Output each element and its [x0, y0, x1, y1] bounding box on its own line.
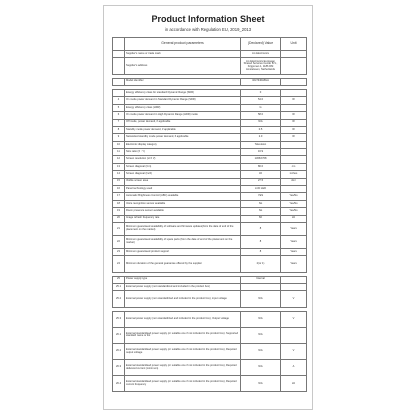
row-unit: dm² [281, 178, 307, 185]
row-number [113, 89, 125, 96]
row-number: 6 [113, 112, 125, 119]
row-unit [281, 327, 307, 343]
table-row [113, 104, 307, 111]
table-row [113, 163, 307, 170]
table-row [113, 200, 307, 207]
table-row [113, 149, 307, 156]
row-value [241, 283, 281, 290]
row-parameter: Visible screen area [125, 178, 241, 185]
row-parameter: External power supply (not standardized and included in the product box) [125, 283, 241, 290]
table-row [113, 376, 307, 392]
row-number [113, 58, 125, 74]
row-parameter: Screen resolution (H X V) [125, 156, 241, 163]
row-number: 11 [113, 149, 125, 156]
row-unit [281, 58, 307, 74]
table-row [113, 134, 307, 141]
row-number: 26.3 [113, 360, 125, 376]
row-value: 80.0 [241, 163, 281, 170]
row-number: 24 [113, 256, 125, 272]
row-value: YES [241, 193, 281, 200]
table-row [113, 360, 307, 376]
spec-table-body [113, 51, 307, 392]
row-parameter: Energy efficiency class for standard Dynamic Range (SDR) [125, 89, 241, 96]
row-unit: V [281, 291, 307, 307]
table-row [113, 208, 307, 215]
row-number: 25.3 [113, 311, 125, 327]
row-value: 54.0 [241, 97, 281, 104]
row-number: 12 [113, 156, 125, 163]
row-parameter: Minimum guaranteed availability of spare parts (from the date of end of the placement on the market) [125, 236, 241, 249]
row-number: 22 [113, 236, 125, 249]
row-value: G [241, 104, 281, 111]
row-number: 16 [113, 186, 125, 193]
row-value: N/A [241, 291, 281, 307]
table-row [113, 89, 307, 96]
row-unit [281, 149, 307, 156]
header-value: (Declared) Value [241, 38, 281, 51]
table-row [113, 141, 307, 148]
header-params: General product parameters [125, 38, 241, 51]
row-number: 10 [113, 141, 125, 148]
row-unit: W [281, 112, 307, 119]
row-value: LCD LED [241, 186, 281, 193]
row-unit [281, 89, 307, 96]
table-row [113, 327, 307, 343]
row-unit: Yes/No [281, 200, 307, 207]
row-parameter: External power supply (non standardized and included in the product box), input voltage [125, 291, 241, 307]
table-row [113, 249, 307, 256]
row-unit: W [281, 134, 307, 141]
row-parameter: External standardised power supply (or suitable one if not included in the product box). Supported standard name or list [125, 327, 241, 343]
row-parameter: Size ratio (X : Y) [125, 149, 241, 156]
row-unit [281, 156, 307, 163]
row-unit: Years [281, 223, 307, 236]
row-number: 14 [113, 171, 125, 178]
row-parameter: Model identifier [125, 78, 241, 85]
row-value: 58.0 [241, 112, 281, 119]
row-unit [281, 276, 307, 283]
table-row [113, 193, 307, 200]
row-value: 8 [241, 223, 281, 236]
row-parameter: External standardised power supply (or suitable one if not included in the product box), Required output voltage [125, 343, 241, 359]
row-parameter: Image refresh frequency rate [125, 215, 241, 222]
row-unit: Years [281, 236, 307, 249]
table-row [113, 256, 307, 272]
row-number: 26.2 [113, 343, 125, 359]
row-value: LG Electronics European Shared Services Center B.V., Krijgsman 1, 1186 DM Amstelveen, Netherlands [241, 58, 281, 74]
row-parameter: Off mode, power demand, if applicable [125, 119, 241, 126]
row-value: 32 [241, 171, 281, 178]
table-row [113, 186, 307, 193]
row-unit [281, 186, 307, 193]
row-parameter: Automatic Brightness Control (ABC) available [125, 193, 241, 200]
row-number: 5 [113, 104, 125, 111]
row-value: 27.5 [241, 178, 281, 185]
table-row [113, 156, 307, 163]
row-value: Internal [241, 276, 281, 283]
table-row [113, 97, 307, 104]
row-parameter: External power supply (non standardized and included in the product box), Output voltage [125, 311, 241, 327]
row-parameter: Supplier's name or trade mark [125, 51, 241, 58]
header-no [113, 38, 125, 51]
product-information-sheet [103, 5, 313, 410]
table-header-row [113, 38, 307, 51]
row-parameter: External standardised power supply (or suitable one if not included in the product box), Required delivered current (minimum) [125, 360, 241, 376]
row-parameter: Standby mode power demand, if applicable [125, 126, 241, 133]
row-parameter: Room presence sensor available [125, 208, 241, 215]
row-unit [281, 283, 307, 290]
row-number: 18 [113, 200, 125, 207]
row-number: 26.1 [113, 327, 125, 343]
row-parameter: Electronic display category [125, 141, 241, 148]
row-parameter: Power supply type [125, 276, 241, 283]
row-value: LG Electronics [241, 51, 281, 58]
row-number: 25.1 [113, 283, 125, 290]
row-value: 2.0 [241, 134, 281, 141]
row-parameter: Supplier's address [125, 58, 241, 74]
table-row [113, 291, 307, 307]
table-row [113, 126, 307, 133]
row-value: 1366X768 [241, 156, 281, 163]
row-parameter: External standardised power supply (or suitable one if not included in the product box), Required current frequency [125, 376, 241, 392]
row-unit: W [281, 126, 307, 133]
row-value: No [241, 208, 281, 215]
row-number [113, 51, 125, 58]
row-number: 25 [113, 276, 125, 283]
row-number: 4 [113, 97, 125, 104]
row-number [113, 78, 125, 85]
table-row [113, 51, 307, 58]
row-value: 2(or 1) [241, 256, 281, 272]
row-parameter: Minimum guaranteed availability of software and firmware updates(from the date of end of the placement on the market) [125, 223, 241, 236]
table-row [113, 283, 307, 290]
row-parameter: Energy efficiency class (HDR) [125, 104, 241, 111]
table-row [113, 119, 307, 126]
row-unit: Hz [281, 376, 307, 392]
row-unit: V [281, 311, 307, 327]
row-value: 8 [241, 236, 281, 249]
row-parameter: Networked standby mode power demand, if applicable [125, 134, 241, 141]
row-unit: V [281, 343, 307, 359]
row-value: N/A [241, 327, 281, 343]
row-value: 0.5 [241, 126, 281, 133]
table-row [113, 215, 307, 222]
row-number: 9 [113, 134, 125, 141]
table-row [113, 112, 307, 119]
row-parameter: Voice recognition sensor available [125, 200, 241, 207]
row-number: 25.2 [113, 291, 125, 307]
row-number: 13 [113, 163, 125, 170]
row-unit: Hz [281, 215, 307, 222]
row-unit: Years [281, 256, 307, 272]
row-value: N/A [241, 311, 281, 327]
row-unit: cm [281, 163, 307, 170]
row-unit [281, 51, 307, 58]
row-number: 17 [113, 193, 125, 200]
row-number: 20 [113, 215, 125, 222]
row-value: N/A [241, 376, 281, 392]
row-unit [281, 78, 307, 85]
row-parameter: On mode power demand in High Dynamic Range (HDR) mode [125, 112, 241, 119]
row-value: 60 [241, 215, 281, 222]
row-parameter: Minimum guaranteed product support [125, 249, 241, 256]
row-value: 32LT340HBLA [241, 78, 281, 85]
table-row [113, 171, 307, 178]
table-row [113, 223, 307, 236]
table-row [113, 58, 307, 74]
spec-table [112, 37, 307, 392]
sheet-title: Product Information Sheet [151, 14, 265, 24]
row-parameter: Minimum duration of the general guarantee offered by the supplier [125, 256, 241, 272]
table-row [113, 78, 307, 85]
row-unit [281, 141, 307, 148]
table-row [113, 178, 307, 185]
row-parameter: Screen diagonal (Inch) [125, 171, 241, 178]
row-value: 16:9 [241, 149, 281, 156]
row-parameter: Screen diagonal (Cm) [125, 163, 241, 170]
row-value: No [241, 200, 281, 207]
row-number: 15 [113, 178, 125, 185]
row-unit: W [281, 119, 307, 126]
table-row [113, 276, 307, 283]
row-number: 21 [113, 223, 125, 236]
row-value: F [241, 89, 281, 96]
row-value: 8 [241, 249, 281, 256]
table-row [113, 311, 307, 327]
row-number: 8 [113, 126, 125, 133]
row-value: N/A [241, 119, 281, 126]
sheet-subtitle: in accordance with Regulation EU, 2019_2013 [164, 27, 252, 32]
row-parameter: Panel technology used [125, 186, 241, 193]
table-row [113, 236, 307, 249]
row-unit: Yes/No [281, 208, 307, 215]
row-unit: Yes/No [281, 193, 307, 200]
row-value: N/A [241, 343, 281, 359]
row-number: 23 [113, 249, 125, 256]
row-unit: A [281, 360, 307, 376]
row-unit: inches [281, 171, 307, 178]
row-value: Television [241, 141, 281, 148]
header-unit: Unit [281, 38, 307, 51]
row-number: 19 [113, 208, 125, 215]
row-unit: W [281, 97, 307, 104]
row-number: 7 [113, 119, 125, 126]
row-number: 26.4 [113, 376, 125, 392]
table-row [113, 343, 307, 359]
row-value: N/A [241, 360, 281, 376]
row-unit [281, 104, 307, 111]
row-unit: Years [281, 249, 307, 256]
row-parameter: On mode power demand in Standard Dynamic Range (SDR) [125, 97, 241, 104]
